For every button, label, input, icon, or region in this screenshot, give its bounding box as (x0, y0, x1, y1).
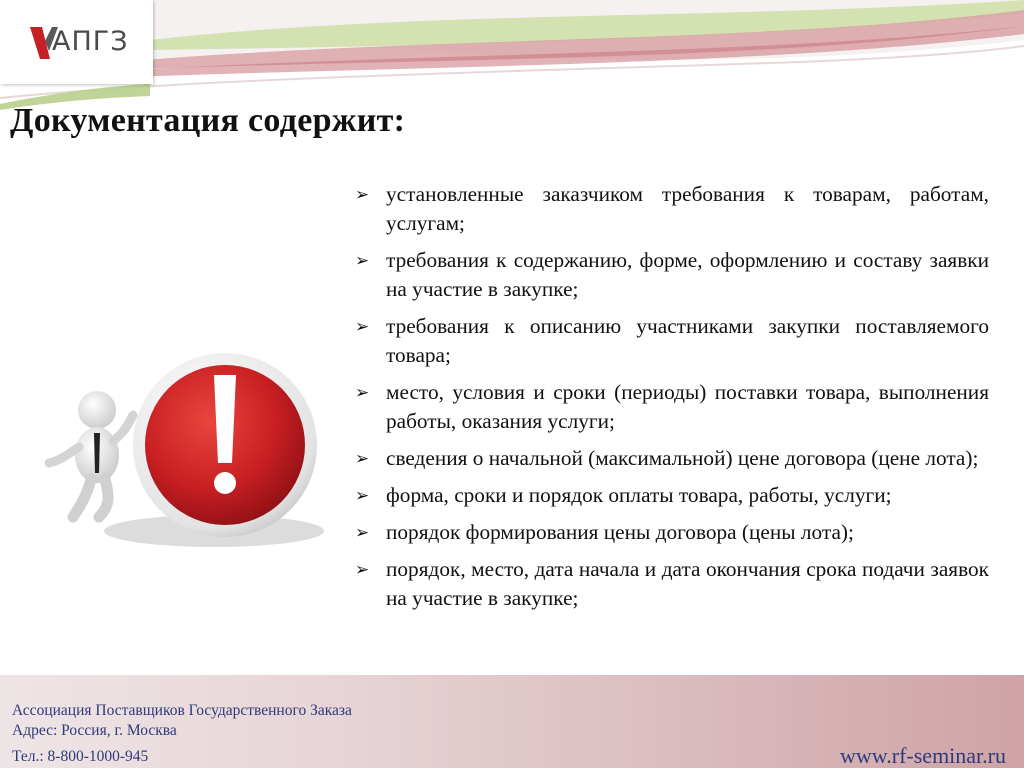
list-item-text: сведения о начальной (максимальной) цене договора (цене лота); (386, 446, 979, 470)
list-item (355, 312, 989, 370)
footer-address: Адрес: Россия, г. Москва (12, 722, 177, 739)
list-item (355, 246, 989, 304)
list-item-text: форма, сроки и порядок оплаты товара, работы, услуги; (386, 483, 892, 507)
list-item (355, 180, 989, 238)
logo-text: АПГЗ (52, 26, 129, 57)
list-item-text: требования к содержанию, форме, оформлению и составу заявки на участие в закупке; (386, 248, 989, 301)
arrow-bullet-icon: ➢ (355, 523, 370, 543)
list-item (355, 444, 989, 473)
arrow-bullet-icon: ➢ (355, 383, 370, 403)
illustration (29, 345, 333, 551)
bullet-list (355, 180, 989, 621)
arrow-bullet-icon: ➢ (355, 449, 370, 469)
exclamation-icon (133, 353, 317, 537)
arrow-bullet-icon: ➢ (355, 317, 370, 337)
list-item (355, 378, 989, 436)
list-item-text: установленные заказчиком требования к товарам, работам, услугам; (386, 182, 989, 235)
arrow-bullet-icon: ➢ (355, 185, 370, 205)
footer-phone: Тел.: 8-800-1000-945 (12, 748, 149, 765)
list-item-text: порядок формирования цены договора (цены лота); (386, 520, 854, 544)
list-item (355, 518, 989, 547)
list-item (355, 555, 989, 613)
logo (0, 0, 153, 84)
arrow-bullet-icon: ➢ (355, 560, 370, 580)
header-swoosh-decoration (0, 0, 1024, 110)
list-item-text: место, условия и сроки (периоды) поставки товара, выполнения работы, оказания услуги; (386, 380, 989, 433)
footer-organization: Ассоциация Поставщиков Государственного Заказа (12, 702, 352, 719)
arrow-bullet-icon: ➢ (355, 251, 370, 271)
footer (0, 675, 1024, 768)
page-title: Документация содержит: (10, 102, 406, 139)
footer-website-link[interactable]: www.rf-seminar.ru (840, 743, 1006, 768)
list-item (355, 481, 989, 510)
arrow-bullet-icon: ➢ (355, 486, 370, 506)
list-item-text: требования к описанию участниками закупки поставляемого товара; (386, 314, 989, 367)
list-item-text: порядок, место, дата начала и дата окончания срока подачи заявок на участие в закупке; (386, 557, 989, 610)
